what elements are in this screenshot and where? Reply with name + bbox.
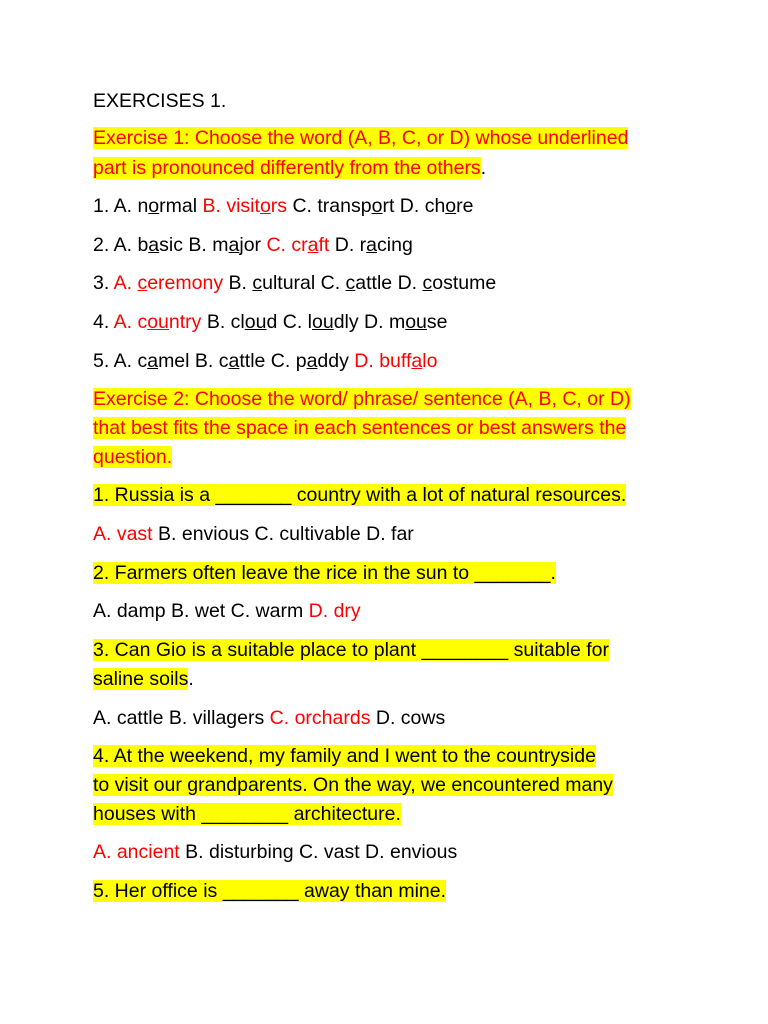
underlined-sound: ou bbox=[405, 311, 427, 333]
underlined-sound: o bbox=[259, 195, 271, 217]
question-text: to visit our grandparents. On the way, we encountered many bbox=[93, 774, 613, 796]
question-text-segment: re bbox=[456, 195, 474, 217]
question-text-segment: rmal bbox=[159, 195, 203, 217]
exercise2-answer-4 bbox=[93, 838, 457, 867]
question-text-segment: 2. A. b bbox=[93, 234, 149, 256]
question-text-segment: rs bbox=[270, 195, 288, 217]
question-text-segment: se bbox=[426, 311, 448, 333]
question-period: . bbox=[188, 668, 194, 690]
question-text-segment: C. transp bbox=[287, 195, 372, 217]
question-text-segment: 5. A. c bbox=[93, 350, 148, 372]
question-text-segment: ultural C. bbox=[262, 272, 346, 294]
underlined-sound: a bbox=[307, 234, 319, 256]
question-text-segment: 4. bbox=[93, 311, 114, 333]
question-text-segment: jor bbox=[239, 234, 267, 256]
underlined-sound: o bbox=[445, 195, 457, 217]
exercise2-question-4-line1 bbox=[93, 742, 596, 771]
question-text-segment: D. r bbox=[329, 234, 367, 256]
question-text-segment: d C. l bbox=[266, 311, 312, 333]
exercise2-heading-text: Exercise 2: Choose the word/ phrase/ sentence (A, B, C, or D) bbox=[93, 388, 631, 410]
question-text: 5. Her office is _______ away than mine. bbox=[93, 880, 447, 902]
question-text: houses with ________ architecture. bbox=[93, 803, 401, 825]
underlined-sound: o bbox=[371, 195, 383, 217]
question-text-segment: mel B. c bbox=[158, 350, 229, 372]
exercise2-heading-text: that best fits the space in each sentences or best answers the bbox=[93, 417, 627, 439]
answer-options: B. disturbing C. vast D. envious bbox=[179, 841, 458, 863]
question-text-segment: ntry bbox=[168, 311, 202, 333]
exercise2-heading-line1 bbox=[93, 385, 631, 414]
question-text-segment: A. c bbox=[113, 311, 148, 333]
question-text-segment: 1. A. n bbox=[93, 195, 149, 217]
underlined-sound: ou bbox=[311, 311, 334, 333]
question-text-segment: A. bbox=[113, 272, 138, 294]
question-text-segment: 3. bbox=[93, 272, 114, 294]
question-text-segment: B. cl bbox=[201, 311, 245, 333]
question-text: saline soils bbox=[93, 668, 189, 690]
correct-answer: A. ancient bbox=[93, 841, 180, 863]
underlined-sound: a bbox=[366, 234, 378, 256]
answer-options: A. damp B. wet C. warm bbox=[93, 600, 309, 622]
exercise1-question bbox=[93, 308, 448, 337]
exercise2-question-3-line2 bbox=[93, 665, 194, 694]
underlined-sound: c bbox=[252, 272, 263, 294]
exercise2-question-5 bbox=[93, 877, 446, 906]
exercise2-question-3-line1 bbox=[93, 636, 609, 665]
question-text-segment: sic B. m bbox=[159, 234, 229, 256]
question-text: 2. Farmers often leave the rice in the sun to _______. bbox=[93, 562, 556, 584]
question-text: 1. Russia is a _______ country with a lot of natural resources. bbox=[93, 484, 627, 506]
exercise2-answer-2 bbox=[93, 597, 361, 626]
underlined-sound: a bbox=[147, 350, 159, 372]
question-text-segment: lo bbox=[422, 350, 438, 372]
question-text-segment: cing bbox=[377, 234, 413, 256]
underlined-sound: a bbox=[306, 350, 318, 372]
question-text: 3. Can Gio is a suitable place to plant ________ suitable for bbox=[93, 639, 610, 661]
exercise2-question-2 bbox=[93, 559, 556, 588]
question-text-segment: ttle C. p bbox=[239, 350, 307, 372]
exercise1-heading-text: part is pronounced differently from the others bbox=[93, 157, 481, 179]
question-text-segment: B. visit bbox=[202, 195, 260, 217]
exercise1-heading-line2 bbox=[93, 154, 486, 183]
question-text-segment: B. bbox=[223, 272, 253, 294]
answer-options: B. envious C. cultivable D. far bbox=[152, 523, 414, 545]
exercise1-question bbox=[93, 347, 437, 376]
question-text-segment: attle D. bbox=[355, 272, 423, 294]
question-text-segment: rt D. ch bbox=[382, 195, 446, 217]
underlined-sound: c bbox=[137, 272, 148, 294]
question-text-segment: ddy bbox=[317, 350, 355, 372]
exercise1-heading-text: Exercise 1: Choose the word (A, B, C, or D) whose underlined bbox=[93, 127, 629, 149]
document-title: EXERCISES 1. bbox=[93, 90, 227, 112]
exercise1-heading-period: . bbox=[480, 157, 487, 179]
exercise1-question bbox=[93, 192, 474, 221]
exercise2-answer-3 bbox=[93, 704, 445, 733]
exercise1-question bbox=[93, 231, 413, 260]
question-text-segment: D. buff bbox=[354, 350, 412, 372]
exercise2-heading-text: question. bbox=[93, 446, 173, 468]
underlined-sound: a bbox=[228, 350, 240, 372]
correct-answer: C. orchards bbox=[269, 707, 371, 729]
question-text-segment: ostume bbox=[432, 272, 497, 294]
correct-answer: A. vast bbox=[93, 523, 153, 545]
exercise1-heading-line1 bbox=[93, 124, 628, 153]
question-text-segment: eremony bbox=[147, 272, 224, 294]
exercise1-question bbox=[93, 269, 496, 298]
exercise2-heading-line3 bbox=[93, 443, 172, 472]
answer-options: D. cows bbox=[370, 707, 446, 729]
question-text-segment: ft bbox=[318, 234, 330, 256]
underlined-sound: c bbox=[422, 272, 433, 294]
correct-answer: D. dry bbox=[308, 600, 361, 622]
underlined-sound: ou bbox=[244, 311, 267, 333]
underlined-sound: a bbox=[228, 234, 240, 256]
answer-options: A. cattle B. villagers bbox=[93, 707, 270, 729]
exercise2-question-4-line3 bbox=[93, 800, 401, 829]
exercise2-answer-1 bbox=[93, 520, 414, 549]
underlined-sound: o bbox=[148, 195, 160, 217]
question-text: 4. At the weekend, my family and I went to the countryside bbox=[93, 745, 596, 767]
question-text-segment: C. cr bbox=[266, 234, 308, 256]
exercise2-question-1 bbox=[93, 481, 626, 510]
underlined-sound: ou bbox=[147, 311, 169, 333]
exercise2-question-4-line2 bbox=[93, 771, 613, 800]
underlined-sound: c bbox=[345, 272, 356, 294]
question-text-segment: dly D. m bbox=[333, 311, 406, 333]
underlined-sound: a bbox=[411, 350, 423, 372]
exercise2-heading-line2 bbox=[93, 414, 626, 443]
underlined-sound: a bbox=[148, 234, 160, 256]
